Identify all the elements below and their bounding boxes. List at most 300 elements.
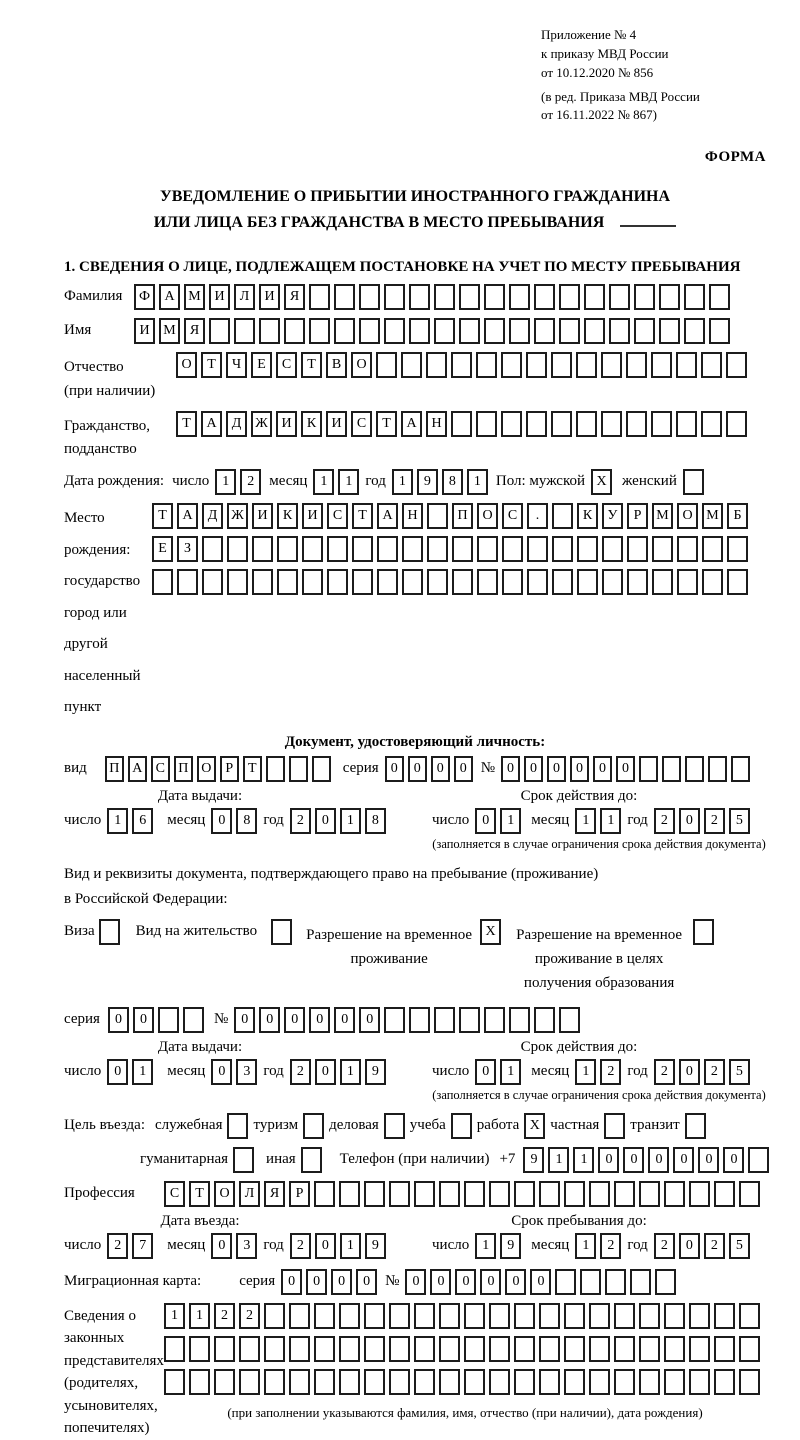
char-cell[interactable]: 0 bbox=[454, 756, 473, 782]
char-cell[interactable] bbox=[514, 1336, 535, 1362]
char-cell[interactable] bbox=[689, 1336, 710, 1362]
char-cell[interactable]: . bbox=[527, 503, 548, 529]
char-cell[interactable] bbox=[576, 352, 597, 378]
char-cell[interactable] bbox=[664, 1303, 685, 1329]
char-cell[interactable]: Н bbox=[426, 411, 447, 437]
char-cell[interactable] bbox=[484, 1007, 505, 1033]
char-cell[interactable] bbox=[289, 1369, 310, 1395]
char-cell[interactable]: 0 bbox=[547, 756, 566, 782]
char-cell[interactable]: 2 bbox=[704, 808, 725, 834]
char-cell[interactable]: 1 bbox=[189, 1303, 210, 1329]
char-cell[interactable]: 0 bbox=[315, 1233, 336, 1259]
char-cell[interactable] bbox=[689, 1181, 710, 1207]
char-cell[interactable] bbox=[484, 318, 505, 344]
char-cell[interactable] bbox=[384, 284, 405, 310]
char-cell[interactable] bbox=[659, 284, 680, 310]
char-cell[interactable]: Д bbox=[226, 411, 247, 437]
char-cell[interactable]: 0 bbox=[455, 1269, 476, 1295]
char-cell[interactable]: 0 bbox=[211, 1233, 232, 1259]
char-cell[interactable] bbox=[252, 569, 273, 595]
char-cell[interactable] bbox=[352, 569, 373, 595]
char-cell[interactable]: 2 bbox=[239, 1303, 260, 1329]
char-cell[interactable]: 0 bbox=[309, 1007, 330, 1033]
char-cell[interactable] bbox=[514, 1181, 535, 1207]
char-cell[interactable] bbox=[339, 1369, 360, 1395]
char-cell[interactable] bbox=[152, 569, 173, 595]
char-cell[interactable] bbox=[376, 352, 397, 378]
char-cell[interactable] bbox=[384, 1007, 405, 1033]
char-cell[interactable]: 0 bbox=[334, 1007, 355, 1033]
char-cell[interactable]: 1 bbox=[467, 469, 488, 495]
char-cell[interactable] bbox=[701, 352, 722, 378]
char-cell[interactable] bbox=[334, 284, 355, 310]
char-cell[interactable] bbox=[555, 1269, 576, 1295]
char-cell[interactable] bbox=[389, 1369, 410, 1395]
char-cell[interactable]: 0 bbox=[133, 1007, 154, 1033]
char-cell[interactable] bbox=[527, 569, 548, 595]
char-cell[interactable]: 0 bbox=[616, 756, 635, 782]
char-cell[interactable]: 1 bbox=[340, 1233, 361, 1259]
char-cell[interactable] bbox=[451, 411, 472, 437]
char-cell[interactable]: 5 bbox=[729, 808, 750, 834]
char-cell[interactable]: 2 bbox=[290, 1059, 311, 1085]
char-cell[interactable] bbox=[677, 536, 698, 562]
char-cell[interactable] bbox=[414, 1303, 435, 1329]
char-cell[interactable] bbox=[652, 536, 673, 562]
char-cell[interactable]: И bbox=[209, 284, 230, 310]
char-cell[interactable] bbox=[309, 284, 330, 310]
char-cell[interactable]: 0 bbox=[475, 1059, 496, 1085]
char-cell[interactable] bbox=[726, 411, 747, 437]
char-cell[interactable] bbox=[452, 569, 473, 595]
char-cell[interactable]: 0 bbox=[623, 1147, 644, 1173]
char-cell[interactable] bbox=[377, 569, 398, 595]
char-cell[interactable] bbox=[559, 1007, 580, 1033]
char-cell[interactable] bbox=[439, 1303, 460, 1329]
char-cell[interactable] bbox=[414, 1336, 435, 1362]
char-cell[interactable]: 1 bbox=[475, 1233, 496, 1259]
char-cell[interactable] bbox=[739, 1369, 760, 1395]
checkbox-male[interactable]: X bbox=[591, 469, 612, 495]
char-cell[interactable]: 1 bbox=[575, 1233, 596, 1259]
char-cell[interactable] bbox=[464, 1181, 485, 1207]
char-cell[interactable] bbox=[655, 1269, 676, 1295]
char-cell[interactable] bbox=[426, 352, 447, 378]
char-cell[interactable]: 1 bbox=[500, 808, 521, 834]
char-cell[interactable] bbox=[427, 536, 448, 562]
char-cell[interactable] bbox=[202, 569, 223, 595]
char-cell[interactable]: 0 bbox=[530, 1269, 551, 1295]
char-cell[interactable] bbox=[676, 352, 697, 378]
char-cell[interactable] bbox=[702, 536, 723, 562]
char-cell[interactable]: 2 bbox=[107, 1233, 128, 1259]
char-cell[interactable]: 2 bbox=[654, 1059, 675, 1085]
char-cell[interactable] bbox=[559, 318, 580, 344]
char-cell[interactable] bbox=[309, 318, 330, 344]
char-cell[interactable] bbox=[214, 1369, 235, 1395]
char-cell[interactable] bbox=[509, 318, 530, 344]
char-cell[interactable]: 0 bbox=[331, 1269, 352, 1295]
char-cell[interactable]: О bbox=[197, 756, 216, 782]
char-cell[interactable]: 8 bbox=[365, 808, 386, 834]
char-cell[interactable]: Е bbox=[251, 352, 272, 378]
char-cell[interactable]: 1 bbox=[340, 808, 361, 834]
char-cell[interactable]: 1 bbox=[338, 469, 359, 495]
checkbox-temp-residence-education[interactable] bbox=[693, 919, 714, 945]
char-cell[interactable] bbox=[339, 1336, 360, 1362]
char-cell[interactable] bbox=[534, 284, 555, 310]
checkbox-purpose-other[interactable] bbox=[301, 1147, 322, 1173]
char-cell[interactable]: С bbox=[351, 411, 372, 437]
char-cell[interactable] bbox=[676, 411, 697, 437]
char-cell[interactable]: Т bbox=[189, 1181, 210, 1207]
char-cell[interactable]: 0 bbox=[673, 1147, 694, 1173]
char-cell[interactable]: Т bbox=[176, 411, 197, 437]
char-cell[interactable]: П bbox=[452, 503, 473, 529]
char-cell[interactable]: 0 bbox=[359, 1007, 380, 1033]
char-cell[interactable] bbox=[451, 352, 472, 378]
char-cell[interactable] bbox=[601, 352, 622, 378]
char-cell[interactable] bbox=[476, 352, 497, 378]
char-cell[interactable] bbox=[639, 1181, 660, 1207]
char-cell[interactable] bbox=[339, 1303, 360, 1329]
char-cell[interactable] bbox=[239, 1336, 260, 1362]
char-cell[interactable] bbox=[384, 318, 405, 344]
checkbox-visa[interactable] bbox=[99, 919, 120, 945]
char-cell[interactable]: С bbox=[327, 503, 348, 529]
char-cell[interactable]: П bbox=[105, 756, 124, 782]
char-cell[interactable] bbox=[539, 1303, 560, 1329]
char-cell[interactable] bbox=[576, 411, 597, 437]
char-cell[interactable]: Т bbox=[352, 503, 373, 529]
checkbox-purpose-tourism[interactable] bbox=[303, 1113, 324, 1139]
char-cell[interactable]: Т bbox=[243, 756, 262, 782]
char-cell[interactable]: Д bbox=[202, 503, 223, 529]
char-cell[interactable]: 0 bbox=[281, 1269, 302, 1295]
char-cell[interactable]: 1 bbox=[575, 808, 596, 834]
char-cell[interactable]: 0 bbox=[679, 1059, 700, 1085]
char-cell[interactable] bbox=[701, 411, 722, 437]
char-cell[interactable]: 2 bbox=[654, 808, 675, 834]
char-cell[interactable] bbox=[739, 1336, 760, 1362]
checkbox-purpose-official[interactable] bbox=[227, 1113, 248, 1139]
char-cell[interactable] bbox=[439, 1181, 460, 1207]
char-cell[interactable]: 6 bbox=[132, 808, 153, 834]
char-cell[interactable]: 2 bbox=[214, 1303, 235, 1329]
char-cell[interactable] bbox=[464, 1303, 485, 1329]
char-cell[interactable] bbox=[389, 1336, 410, 1362]
char-cell[interactable]: 8 bbox=[442, 469, 463, 495]
char-cell[interactable] bbox=[452, 536, 473, 562]
char-cell[interactable]: А bbox=[159, 284, 180, 310]
char-cell[interactable]: М bbox=[652, 503, 673, 529]
char-cell[interactable] bbox=[364, 1336, 385, 1362]
char-cell[interactable]: 2 bbox=[704, 1059, 725, 1085]
char-cell[interactable] bbox=[476, 411, 497, 437]
char-cell[interactable]: С bbox=[276, 352, 297, 378]
char-cell[interactable] bbox=[577, 569, 598, 595]
char-cell[interactable]: 0 bbox=[356, 1269, 377, 1295]
char-cell[interactable]: 1 bbox=[573, 1147, 594, 1173]
char-cell[interactable]: 0 bbox=[306, 1269, 327, 1295]
char-cell[interactable] bbox=[639, 1369, 660, 1395]
char-cell[interactable] bbox=[659, 318, 680, 344]
char-cell[interactable] bbox=[409, 318, 430, 344]
char-cell[interactable] bbox=[614, 1303, 635, 1329]
char-cell[interactable] bbox=[264, 1303, 285, 1329]
char-cell[interactable]: 0 bbox=[593, 756, 612, 782]
char-cell[interactable] bbox=[427, 503, 448, 529]
char-cell[interactable]: Р bbox=[220, 756, 239, 782]
char-cell[interactable]: В bbox=[326, 352, 347, 378]
char-cell[interactable]: М bbox=[159, 318, 180, 344]
char-cell[interactable] bbox=[389, 1303, 410, 1329]
char-cell[interactable] bbox=[564, 1303, 585, 1329]
char-cell[interactable] bbox=[539, 1336, 560, 1362]
char-cell[interactable] bbox=[685, 756, 704, 782]
char-cell[interactable]: 0 bbox=[723, 1147, 744, 1173]
char-cell[interactable]: 1 bbox=[392, 469, 413, 495]
char-cell[interactable] bbox=[564, 1369, 585, 1395]
char-cell[interactable] bbox=[559, 284, 580, 310]
char-cell[interactable]: Л bbox=[239, 1181, 260, 1207]
char-cell[interactable] bbox=[414, 1181, 435, 1207]
char-cell[interactable] bbox=[314, 1369, 335, 1395]
char-cell[interactable] bbox=[489, 1181, 510, 1207]
char-cell[interactable] bbox=[302, 536, 323, 562]
char-cell[interactable]: 0 bbox=[430, 1269, 451, 1295]
char-cell[interactable] bbox=[509, 1007, 530, 1033]
char-cell[interactable]: 1 bbox=[500, 1059, 521, 1085]
char-cell[interactable] bbox=[484, 284, 505, 310]
char-cell[interactable]: 0 bbox=[475, 808, 496, 834]
char-cell[interactable] bbox=[477, 569, 498, 595]
char-cell[interactable] bbox=[364, 1303, 385, 1329]
char-cell[interactable] bbox=[552, 536, 573, 562]
char-cell[interactable] bbox=[534, 1007, 555, 1033]
char-cell[interactable] bbox=[709, 318, 730, 344]
char-cell[interactable] bbox=[564, 1181, 585, 1207]
checkbox-purpose-humanitarian[interactable] bbox=[233, 1147, 254, 1173]
char-cell[interactable] bbox=[605, 1269, 626, 1295]
char-cell[interactable] bbox=[266, 756, 285, 782]
char-cell[interactable] bbox=[639, 1336, 660, 1362]
char-cell[interactable] bbox=[183, 1007, 204, 1033]
char-cell[interactable]: З bbox=[177, 536, 198, 562]
char-cell[interactable] bbox=[284, 318, 305, 344]
char-cell[interactable] bbox=[314, 1181, 335, 1207]
char-cell[interactable]: О bbox=[214, 1181, 235, 1207]
char-cell[interactable]: 0 bbox=[405, 1269, 426, 1295]
checkbox-purpose-transit[interactable] bbox=[685, 1113, 706, 1139]
char-cell[interactable]: Т bbox=[376, 411, 397, 437]
char-cell[interactable] bbox=[489, 1303, 510, 1329]
char-cell[interactable] bbox=[189, 1336, 210, 1362]
char-cell[interactable]: Р bbox=[627, 503, 648, 529]
char-cell[interactable]: О bbox=[477, 503, 498, 529]
char-cell[interactable] bbox=[459, 284, 480, 310]
char-cell[interactable] bbox=[501, 411, 522, 437]
char-cell[interactable] bbox=[439, 1336, 460, 1362]
char-cell[interactable] bbox=[202, 536, 223, 562]
char-cell[interactable]: И bbox=[252, 503, 273, 529]
char-cell[interactable]: 1 bbox=[215, 469, 236, 495]
char-cell[interactable]: 1 bbox=[600, 808, 621, 834]
char-cell[interactable]: 2 bbox=[240, 469, 261, 495]
char-cell[interactable] bbox=[714, 1369, 735, 1395]
char-cell[interactable] bbox=[714, 1303, 735, 1329]
char-cell[interactable] bbox=[264, 1336, 285, 1362]
char-cell[interactable]: 0 bbox=[385, 756, 404, 782]
char-cell[interactable] bbox=[634, 318, 655, 344]
char-cell[interactable] bbox=[339, 1181, 360, 1207]
checkbox-purpose-private[interactable] bbox=[604, 1113, 625, 1139]
char-cell[interactable] bbox=[401, 352, 422, 378]
char-cell[interactable] bbox=[402, 536, 423, 562]
char-cell[interactable]: Ф bbox=[134, 284, 155, 310]
char-cell[interactable] bbox=[334, 318, 355, 344]
char-cell[interactable] bbox=[477, 536, 498, 562]
char-cell[interactable]: 1 bbox=[575, 1059, 596, 1085]
char-cell[interactable] bbox=[677, 569, 698, 595]
char-cell[interactable] bbox=[509, 284, 530, 310]
char-cell[interactable]: А bbox=[377, 503, 398, 529]
checkbox-female[interactable] bbox=[683, 469, 704, 495]
char-cell[interactable] bbox=[739, 1303, 760, 1329]
char-cell[interactable]: 2 bbox=[654, 1233, 675, 1259]
char-cell[interactable]: Л bbox=[234, 284, 255, 310]
char-cell[interactable] bbox=[684, 318, 705, 344]
char-cell[interactable] bbox=[359, 318, 380, 344]
char-cell[interactable] bbox=[289, 1303, 310, 1329]
char-cell[interactable]: П bbox=[174, 756, 193, 782]
char-cell[interactable] bbox=[289, 1336, 310, 1362]
char-cell[interactable]: Я bbox=[184, 318, 205, 344]
char-cell[interactable] bbox=[702, 569, 723, 595]
char-cell[interactable]: 2 bbox=[600, 1059, 621, 1085]
char-cell[interactable] bbox=[584, 318, 605, 344]
char-cell[interactable]: 0 bbox=[570, 756, 589, 782]
char-cell[interactable] bbox=[727, 536, 748, 562]
char-cell[interactable] bbox=[209, 318, 230, 344]
char-cell[interactable] bbox=[664, 1369, 685, 1395]
char-cell[interactable]: 0 bbox=[480, 1269, 501, 1295]
char-cell[interactable] bbox=[409, 1007, 430, 1033]
char-cell[interactable] bbox=[302, 569, 323, 595]
char-cell[interactable]: О bbox=[176, 352, 197, 378]
char-cell[interactable] bbox=[459, 1007, 480, 1033]
char-cell[interactable]: 0 bbox=[408, 756, 427, 782]
char-cell[interactable]: 1 bbox=[164, 1303, 185, 1329]
char-cell[interactable]: 9 bbox=[500, 1233, 521, 1259]
char-cell[interactable]: 0 bbox=[315, 808, 336, 834]
char-cell[interactable] bbox=[589, 1303, 610, 1329]
char-cell[interactable]: М bbox=[702, 503, 723, 529]
char-cell[interactable] bbox=[689, 1303, 710, 1329]
char-cell[interactable] bbox=[709, 284, 730, 310]
char-cell[interactable]: Я bbox=[264, 1181, 285, 1207]
checkbox-purpose-work[interactable]: X bbox=[524, 1113, 545, 1139]
char-cell[interactable]: С bbox=[164, 1181, 185, 1207]
char-cell[interactable]: 0 bbox=[648, 1147, 669, 1173]
char-cell[interactable]: 0 bbox=[315, 1059, 336, 1085]
checkbox-purpose-business[interactable] bbox=[384, 1113, 405, 1139]
char-cell[interactable] bbox=[664, 1181, 685, 1207]
char-cell[interactable]: А bbox=[401, 411, 422, 437]
char-cell[interactable] bbox=[164, 1369, 185, 1395]
char-cell[interactable] bbox=[434, 1007, 455, 1033]
char-cell[interactable] bbox=[634, 284, 655, 310]
char-cell[interactable] bbox=[689, 1369, 710, 1395]
char-cell[interactable]: 1 bbox=[548, 1147, 569, 1173]
char-cell[interactable]: М bbox=[184, 284, 205, 310]
char-cell[interactable] bbox=[539, 1369, 560, 1395]
char-cell[interactable] bbox=[602, 536, 623, 562]
char-cell[interactable] bbox=[662, 756, 681, 782]
char-cell[interactable] bbox=[577, 536, 598, 562]
char-cell[interactable]: Я bbox=[284, 284, 305, 310]
char-cell[interactable] bbox=[314, 1336, 335, 1362]
char-cell[interactable] bbox=[627, 569, 648, 595]
char-cell[interactable] bbox=[714, 1336, 735, 1362]
char-cell[interactable] bbox=[327, 569, 348, 595]
char-cell[interactable] bbox=[327, 536, 348, 562]
char-cell[interactable] bbox=[601, 411, 622, 437]
char-cell[interactable]: 1 bbox=[340, 1059, 361, 1085]
char-cell[interactable] bbox=[727, 569, 748, 595]
char-cell[interactable] bbox=[289, 756, 308, 782]
char-cell[interactable]: И bbox=[259, 284, 280, 310]
char-cell[interactable] bbox=[651, 411, 672, 437]
char-cell[interactable] bbox=[602, 569, 623, 595]
char-cell[interactable]: 2 bbox=[290, 808, 311, 834]
char-cell[interactable]: О bbox=[677, 503, 698, 529]
char-cell[interactable] bbox=[684, 284, 705, 310]
char-cell[interactable]: 2 bbox=[290, 1233, 311, 1259]
char-cell[interactable] bbox=[252, 536, 273, 562]
char-cell[interactable]: 5 bbox=[729, 1233, 750, 1259]
char-cell[interactable] bbox=[464, 1369, 485, 1395]
char-cell[interactable] bbox=[314, 1303, 335, 1329]
char-cell[interactable]: И bbox=[302, 503, 323, 529]
char-cell[interactable] bbox=[439, 1369, 460, 1395]
char-cell[interactable] bbox=[589, 1181, 610, 1207]
char-cell[interactable]: Ж bbox=[251, 411, 272, 437]
char-cell[interactable] bbox=[609, 318, 630, 344]
char-cell[interactable]: 0 bbox=[598, 1147, 619, 1173]
char-cell[interactable] bbox=[589, 1336, 610, 1362]
char-cell[interactable] bbox=[514, 1369, 535, 1395]
char-cell[interactable]: 0 bbox=[501, 756, 520, 782]
char-cell[interactable]: А bbox=[201, 411, 222, 437]
char-cell[interactable]: У bbox=[602, 503, 623, 529]
char-cell[interactable] bbox=[664, 1336, 685, 1362]
char-cell[interactable] bbox=[626, 411, 647, 437]
char-cell[interactable]: А bbox=[177, 503, 198, 529]
char-cell[interactable] bbox=[526, 352, 547, 378]
char-cell[interactable] bbox=[427, 569, 448, 595]
char-cell[interactable] bbox=[464, 1336, 485, 1362]
char-cell[interactable] bbox=[584, 284, 605, 310]
char-cell[interactable] bbox=[259, 318, 280, 344]
char-cell[interactable]: 1 bbox=[132, 1059, 153, 1085]
checkbox-temp-residence[interactable]: X bbox=[480, 919, 501, 945]
char-cell[interactable] bbox=[534, 318, 555, 344]
char-cell[interactable]: 0 bbox=[431, 756, 450, 782]
char-cell[interactable] bbox=[189, 1369, 210, 1395]
char-cell[interactable] bbox=[502, 536, 523, 562]
char-cell[interactable] bbox=[239, 1369, 260, 1395]
